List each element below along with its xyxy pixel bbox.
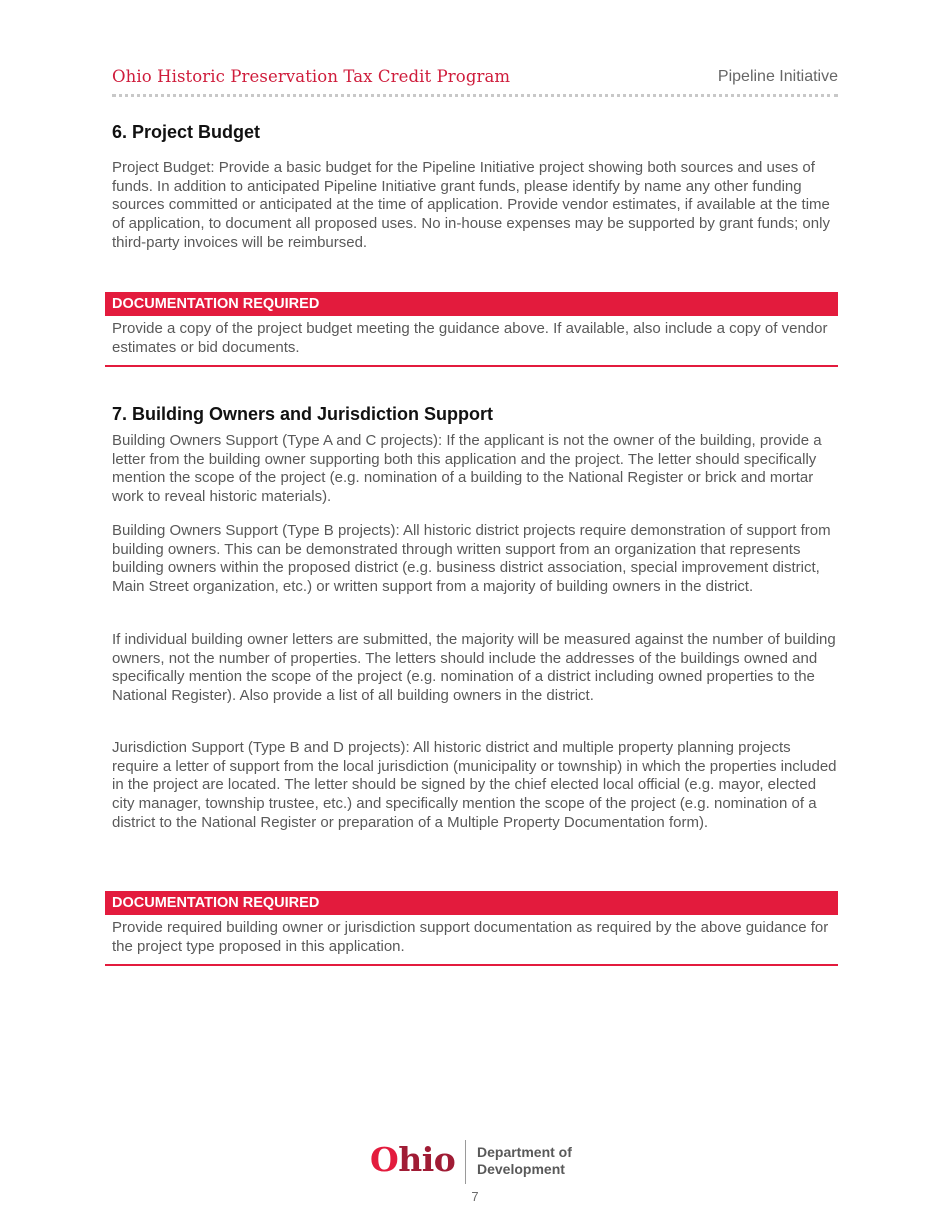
section-7-heading: 7. Building Owners and Jurisdiction Support	[112, 404, 494, 424]
page-number: 7	[471, 1189, 479, 1204]
ohio-wordmark: Ohio	[370, 1140, 456, 1179]
section-7-paragraph: Building Owners Support (Type B projects): All historic district projects require demonstration of support from building owners. This can be demonstrated through written support from an organization that represents building owners within the proposed district (e.g. business district association, special improvement district, Main Street organization, etc.) or written support from a majority of building owners in the district.	[112, 522, 831, 596]
initiative-label: Pipeline Initiative	[717, 68, 838, 85]
ohio-development-logo	[370, 1140, 600, 1184]
section-7-paragraph: Building Owners Support (Type A and C projects): If the applicant is not the owner of the building, provide a letter from the building owner supporting both this application and the project. The letter should specifically mention the scope of the project (e.g. nomination of a building to the National Register or brick and mortar work to reveal historic materials).	[112, 432, 822, 506]
documentation-required-label: DOCUMENTATION REQUIRED	[105, 891, 838, 915]
section-6-body: Project Budget: Provide a basic budget for the Pipeline Initiative project showing both sources and uses of funds. In addition to anticipated Pipeline Initiative grant funds, please identify by name any other funding sources committed or anticipated at the time of application. Provide vendor estimates, if available at the time of application, to document all proposed uses. No in-house expenses may be supported by grant funds; only third-party invoices will be reimbursed.	[112, 159, 830, 251]
documentation-required-label: DOCUMENTATION REQUIRED	[105, 292, 838, 316]
documentation-required-text: Provide required building owner or jurisdiction support documentation as required by the above guidance for the project type proposed in this application.	[112, 919, 829, 955]
section-7-documentation-box	[105, 891, 838, 966]
department-name: Department of Development	[477, 1144, 572, 1177]
section-7-paragraph: If individual building owner letters are submitted, the majority will be measured against the number of building owners, not the number of properties. The letters should include the addresses of the buildings owned and specifically mention the scope of the project (e.g. nomination of a district including owned properties to the National Register). Also provide a list of all building owners in the district.	[112, 631, 836, 705]
section-6-documentation-box	[105, 292, 838, 367]
program-title: Ohio Historic Preservation Tax Credit Program	[112, 67, 511, 86]
section-6-heading: 6. Project Budget	[112, 122, 261, 142]
documentation-required-text: Provide a copy of the project budget meeting the guidance above. If available, also include a copy of vendor estimates or bid documents.	[112, 320, 828, 356]
section-7-paragraph: Jurisdiction Support (Type B and D projects): All historic district and multiple property planning projects require a letter of support from the local jurisdiction (municipality or township) in which the properties included in the project are located. The letter should be signed by the chief elected local official (e.g. mayor, elected city manager, township trustee, etc.) and specifically mention the scope of the project (e.g. nomination of a district to the National Register or preparation of a Multiple Property Documentation form).	[112, 739, 837, 831]
logo-divider	[465, 1140, 466, 1184]
page-header	[112, 66, 838, 97]
